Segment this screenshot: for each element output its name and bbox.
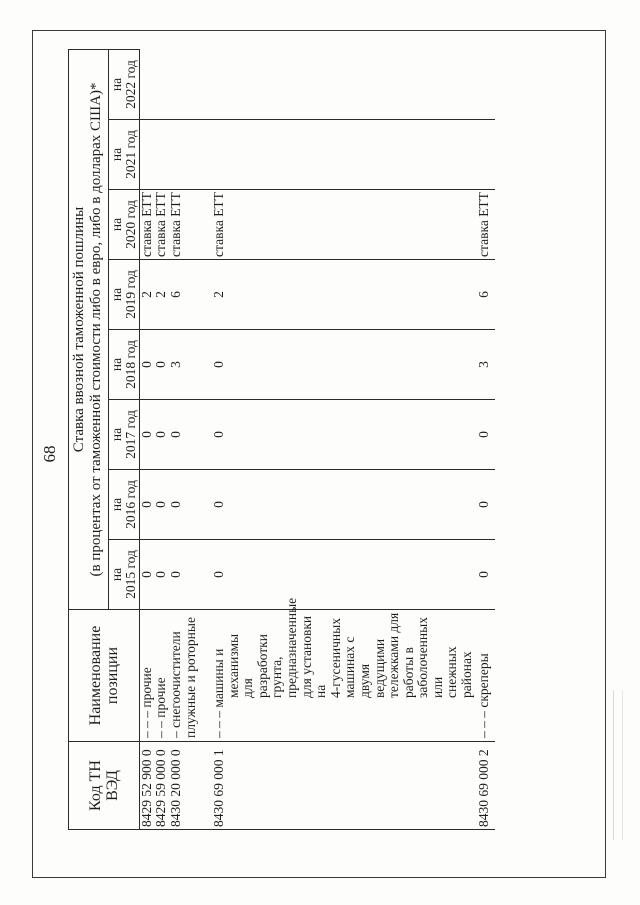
row-name <box>154 610 169 742</box>
row-rate-0: 0 <box>169 540 198 610</box>
header-year-1 <box>108 470 139 540</box>
row-rate-1: 0 <box>475 470 496 540</box>
table-row <box>139 49 154 829</box>
scan-edge-artifact <box>613 690 623 840</box>
header-year-prefix: на <box>108 357 124 372</box>
row-name-line: разработки грунта, <box>254 634 285 698</box>
row-rate-6 <box>169 120 198 190</box>
header-year-label: 2020 год <box>122 200 138 249</box>
row-rate-5: ставка ЕТТ <box>198 190 474 260</box>
table-row <box>169 49 198 829</box>
row-rate-1: 0 <box>169 470 198 540</box>
row-name-line: – – – машины и <box>211 648 227 738</box>
header-rate <box>69 49 109 609</box>
row-code: 8429 52 900 0 <box>139 742 154 830</box>
row-rate-0: 0 <box>198 540 474 610</box>
row-rate-3: 3 <box>169 330 198 400</box>
row-name-line: машинах с двумя <box>342 636 372 698</box>
table-row <box>475 49 496 829</box>
row-rate-7 <box>139 49 154 119</box>
row-rate-6 <box>154 120 169 190</box>
row-rate-5: ставка ЕТТ <box>169 190 198 260</box>
row-name-line: ведущими <box>371 638 387 698</box>
table-row <box>198 49 474 829</box>
header-year-label: 2017 год <box>122 410 138 459</box>
rotated-landscape-sheet <box>32 30 606 878</box>
row-rate-1: 0 <box>139 470 154 540</box>
row-rate-4: 2 <box>139 260 154 330</box>
row-name-line: предназначенные <box>284 597 300 698</box>
row-rate-4: 2 <box>198 260 474 330</box>
header-year-label: 2022 год <box>122 60 138 109</box>
header-year-4 <box>108 260 139 330</box>
tariff-table <box>68 49 495 830</box>
row-rate-4: 6 <box>169 260 198 330</box>
row-rate-7 <box>475 49 496 119</box>
row-rate-4: 6 <box>475 260 496 330</box>
row-name-line: заболоченных или <box>415 617 445 698</box>
row-rate-3: 0 <box>139 330 154 400</box>
row-name <box>475 610 496 742</box>
header-year-6 <box>108 120 139 190</box>
row-rate-3: 0 <box>198 330 474 400</box>
header-year-prefix: на <box>108 567 124 582</box>
header-year-prefix: на <box>108 287 124 302</box>
row-rate-5: ставка ЕТТ <box>154 190 169 260</box>
header-year-prefix: на <box>108 217 124 232</box>
row-name-line: – – – прочие <box>138 667 154 738</box>
header-year-label: 2018 год <box>122 340 138 389</box>
row-rate-1: 0 <box>154 470 169 540</box>
header-year-label: 2019 год <box>122 270 138 319</box>
row-rate-0: 0 <box>475 540 496 610</box>
row-rate-6 <box>139 120 154 190</box>
header-year-7 <box>108 49 139 119</box>
header-row-1 <box>69 49 109 829</box>
row-name-line: снежных районах <box>444 646 474 698</box>
header-year-label: 2015 год <box>122 550 138 599</box>
row-rate-3: 0 <box>154 330 169 400</box>
row-name-line: – – прочие <box>153 677 169 738</box>
header-year-0 <box>108 540 139 610</box>
row-code: 8429 59 000 0 <box>154 742 169 830</box>
header-year-5 <box>108 190 139 260</box>
header-year-prefix: на <box>108 147 124 162</box>
header-rate-line1: Ставка ввозной таможенной пошлины <box>71 206 87 453</box>
row-name <box>198 597 474 742</box>
header-year-3 <box>108 330 139 400</box>
row-name-line: механизмы для <box>225 633 256 698</box>
row-rate-5: ставка ЕТТ <box>139 190 154 260</box>
row-name-line: – – – скреперы <box>475 653 491 738</box>
row-rate-2: 0 <box>169 400 198 470</box>
row-rate-5: ставка ЕТТ <box>475 190 496 260</box>
row-name <box>169 610 198 742</box>
row-name-line: 4-гусеничных <box>327 618 343 698</box>
row-name-line: – снегоочистители <box>168 631 183 738</box>
row-rate-4: 2 <box>154 260 169 330</box>
row-rate-0: 0 <box>154 540 169 610</box>
row-rate-7 <box>154 49 169 119</box>
table-body <box>139 49 495 829</box>
row-rate-1: 0 <box>198 470 474 540</box>
header-code: Код ТН ВЭД <box>69 742 140 830</box>
row-code: 8430 20 000 0 <box>169 742 198 830</box>
row-rate-2: 0 <box>139 400 154 470</box>
row-rate-2: 0 <box>475 400 496 470</box>
row-rate-7 <box>169 49 198 119</box>
header-year-prefix: на <box>108 497 124 512</box>
row-name <box>139 610 154 742</box>
row-code: 8430 69 000 2 <box>475 742 496 830</box>
row-rate-2: 0 <box>154 400 169 470</box>
row-rate-7 <box>198 49 474 119</box>
row-rate-2: 0 <box>198 400 474 470</box>
row-name-line: для установки на <box>298 615 329 698</box>
row-rate-0: 0 <box>139 540 154 610</box>
row-rate-3: 3 <box>475 330 496 400</box>
row-name-line: тележками для <box>386 612 402 698</box>
row-name-line: плужные и роторные <box>182 617 198 738</box>
header-year-label: 2021 год <box>122 130 138 179</box>
header-year-prefix: на <box>108 77 124 92</box>
row-rate-6 <box>475 120 496 190</box>
page-number: 68 <box>40 445 59 463</box>
header-year-prefix: на <box>108 427 124 442</box>
row-name-line: работы в <box>400 647 416 698</box>
row-rate-6 <box>198 120 474 190</box>
header-name: Наименование позиции <box>69 610 140 742</box>
header-year-label: 2016 год <box>122 480 138 529</box>
row-code: 8430 69 000 1 <box>198 742 474 830</box>
table-row <box>154 49 169 829</box>
header-year-2 <box>108 400 139 470</box>
header-rate-line2: (в процентах от таможенной стоимости либо в евро, либо в долларах США)* <box>88 82 105 577</box>
